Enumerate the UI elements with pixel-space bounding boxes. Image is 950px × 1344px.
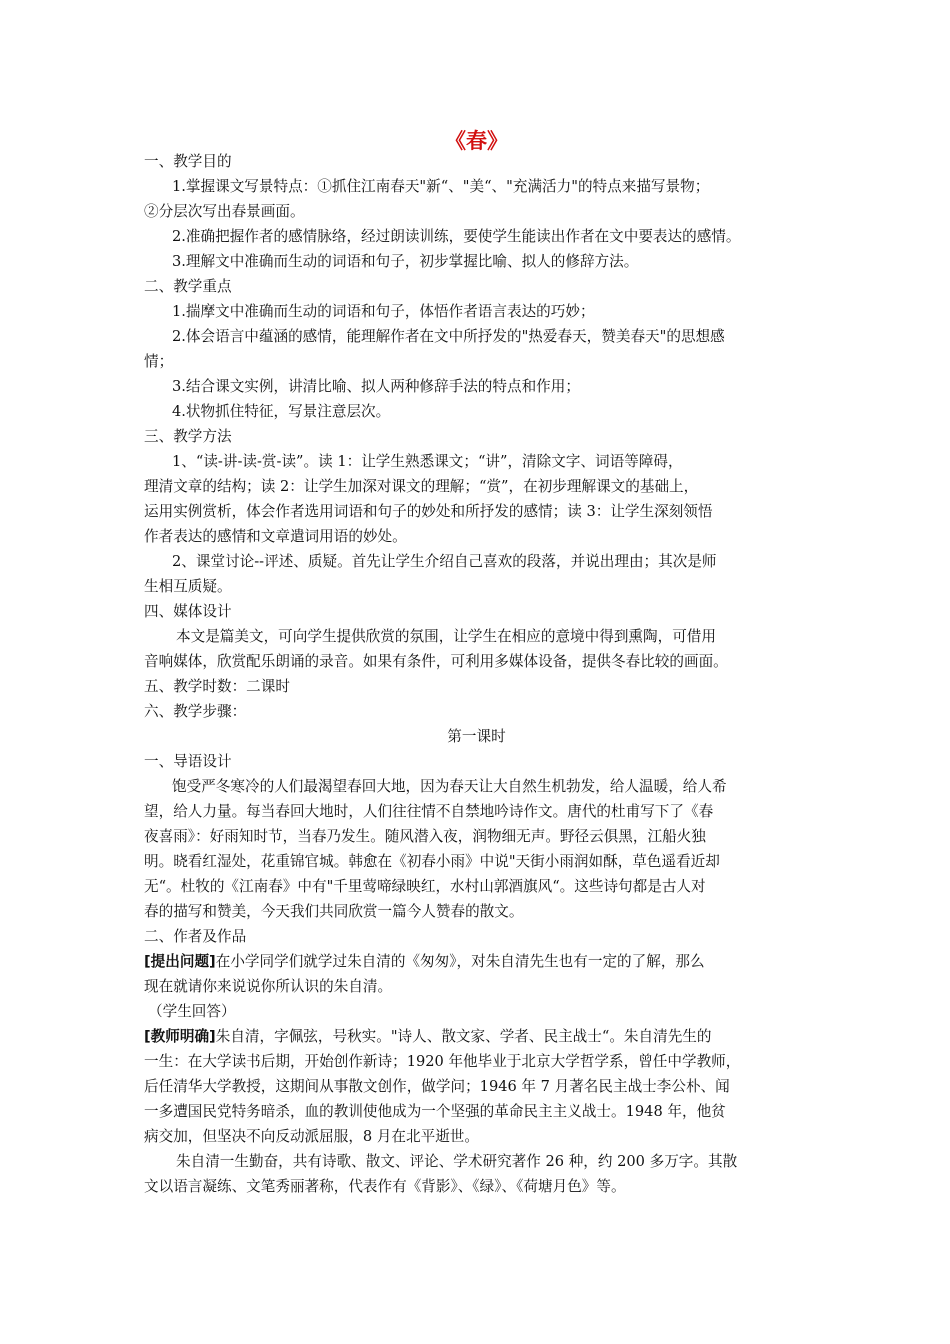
paragraph-line: 春的描写和赞美，今天我们共同欣赏一篇今人赞春的散文。 xyxy=(144,903,524,920)
paragraph-line: 望，给人力量。每当春回大地时，人们往往情不自禁地吟诗作文。唐代的杜甫写下了《春 xyxy=(144,803,714,820)
paragraph-line: 朱自清一生勤奋，共有诗歌、散文、评论、学术研究著作 26 种，约 200 多万字。其散 xyxy=(176,1153,738,1170)
paragraph-line: 1.揣摩文中准确而生动的词语和句子，体悟作者语言表达的巧妙； xyxy=(172,303,595,320)
paragraph-line: 本文是篇美文，可向学生提供欣赏的氛围，让学生在相应的意境中得到熏陶，可借用 xyxy=(176,628,716,645)
paragraph-line: ②分层次写出春景画面。 xyxy=(144,203,305,220)
paragraph-line: 1、“读-讲-读-赏-读”。读 1：让学生熟悉课文；“讲”，清除文字、词语等障碍， xyxy=(172,453,683,470)
section-heading: 二、教学重点 xyxy=(144,278,232,295)
page-title: 《春》 xyxy=(445,129,508,153)
paragraph-line: 2、课堂讨论--评述、质疑。首先让学生介绍自己喜欢的段落，并说出理由；其次是师 xyxy=(172,553,717,570)
paragraph-line: 3.结合课文实例，讲清比喻、拟人两种修辞手法的特点和作用； xyxy=(172,378,580,395)
paragraph-line: （学生回答） xyxy=(148,1003,236,1020)
paragraph-line: 4.状物抓住特征，写景注意层次。 xyxy=(172,403,391,420)
paragraph-line: 后任清华大学教授，这期间从事散文创作，做学问；1946 年 7 月著名民主战士李公朴、闻 xyxy=(144,1078,730,1095)
section-heading: 四、媒体设计 xyxy=(144,603,232,620)
paragraph-line: 2.准确把握作者的感情脉络，经过朗读训练，要使学生能读出作者在文中要表达的感情。 xyxy=(172,228,741,245)
paragraph-line xyxy=(144,952,705,972)
paragraph-line: 运用实例赏析，体会作者选用词语和句子的妙处和所抒发的感情；读 3：让学生深刻领悟 xyxy=(144,503,713,520)
paragraph-line: 饱受严冬寒冷的人们最渴望春回大地，因为春天让大自然生机勃发，给人温暖，给人希 xyxy=(172,778,727,795)
teacher-tag: [教师明确] xyxy=(144,1028,216,1045)
lesson-heading: 第一课时 xyxy=(447,728,506,745)
question-tag: [提出问题] xyxy=(144,953,216,970)
paragraph-line: 情； xyxy=(144,353,174,370)
section-heading: 一、教学目的 xyxy=(144,153,232,170)
section-heading: 一、导语设计 xyxy=(144,753,232,770)
paragraph-text: 朱自清，字佩弦，号秋实。"诗人、散文家、学者、民主战士“。朱自清先生的 xyxy=(215,1028,712,1045)
section-heading: 六、教学步骤： xyxy=(144,703,247,720)
paragraph-line: 病交加，但坚决不向反动派屈服，8 月在北平逝世。 xyxy=(144,1128,479,1145)
paragraph-line: 夜喜雨》：好雨知时节，当春乃发生。随风潜入夜，润物细无声。野径云俱黑，江船火独 xyxy=(144,828,706,845)
paragraph-line: 3.理解文中准确而生动的词语和句子，初步掌握比喻、拟人的修辞方法。 xyxy=(172,253,639,270)
section-heading: 五、教学时数：二课时 xyxy=(144,678,290,695)
paragraph-line: 一生：在大学读书后期，开始创作新诗；1920 年他毕业于北京大学哲学系，曾任中学教师， xyxy=(144,1053,741,1070)
section-heading: 三、教学方法 xyxy=(144,428,232,445)
paragraph-line: 作者表达的感情和文章遣词用语的妙处。 xyxy=(144,528,407,545)
paragraph-line: 无“。杜牧的《江南春》中有"千里莺啼绿映红，水村山郭酒旗风“。这些诗句都是古人对 xyxy=(144,878,706,895)
section-heading: 二、作者及作品 xyxy=(144,928,247,945)
paragraph-line: 明。晓看红湿处，花重锦官城。韩愈在《初春小雨》中说"天街小雨润如酥，草色遥看近却 xyxy=(144,853,720,870)
paragraph-line xyxy=(144,1027,712,1047)
paragraph-line: 理清文章的结构；读 2：让学生加深对课文的理解；“赏”，在初步理解课文的基础上， xyxy=(144,478,699,495)
paragraph-line: 2.体会语言中蕴涵的感情，能理解作者在文中所抒发的"热爱春天，赞美春天"的思想感 xyxy=(172,328,725,345)
paragraph-line: 生相互质疑。 xyxy=(144,578,232,595)
paragraph-line: 现在就请你来说说你所认识的朱自清。 xyxy=(144,978,393,995)
paragraph-line: 音响媒体，欣赏配乐朗诵的录音。如果有条件，可利用多媒体设备，提供冬春比较的画面。 xyxy=(144,653,728,670)
paragraph-line: 文以语言凝练、文笔秀丽著称，代表作有《背影》、《绿》、《荷塘月色》等。 xyxy=(144,1178,626,1195)
paragraph-line: 1.掌握课文写景特点：①抓住江南春天"新“、"美“、"充满活力"的特点来描写景物； xyxy=(172,178,710,195)
paragraph-text: 在小学同学们就学过朱自清的《匆匆》，对朱自清先生也有一定的了解，那么 xyxy=(215,953,705,970)
paragraph-line: 一多遭国民党特务暗杀，血的教训使他成为一个坚强的革命民主主义战士。1948 年，他贫 xyxy=(144,1103,726,1120)
